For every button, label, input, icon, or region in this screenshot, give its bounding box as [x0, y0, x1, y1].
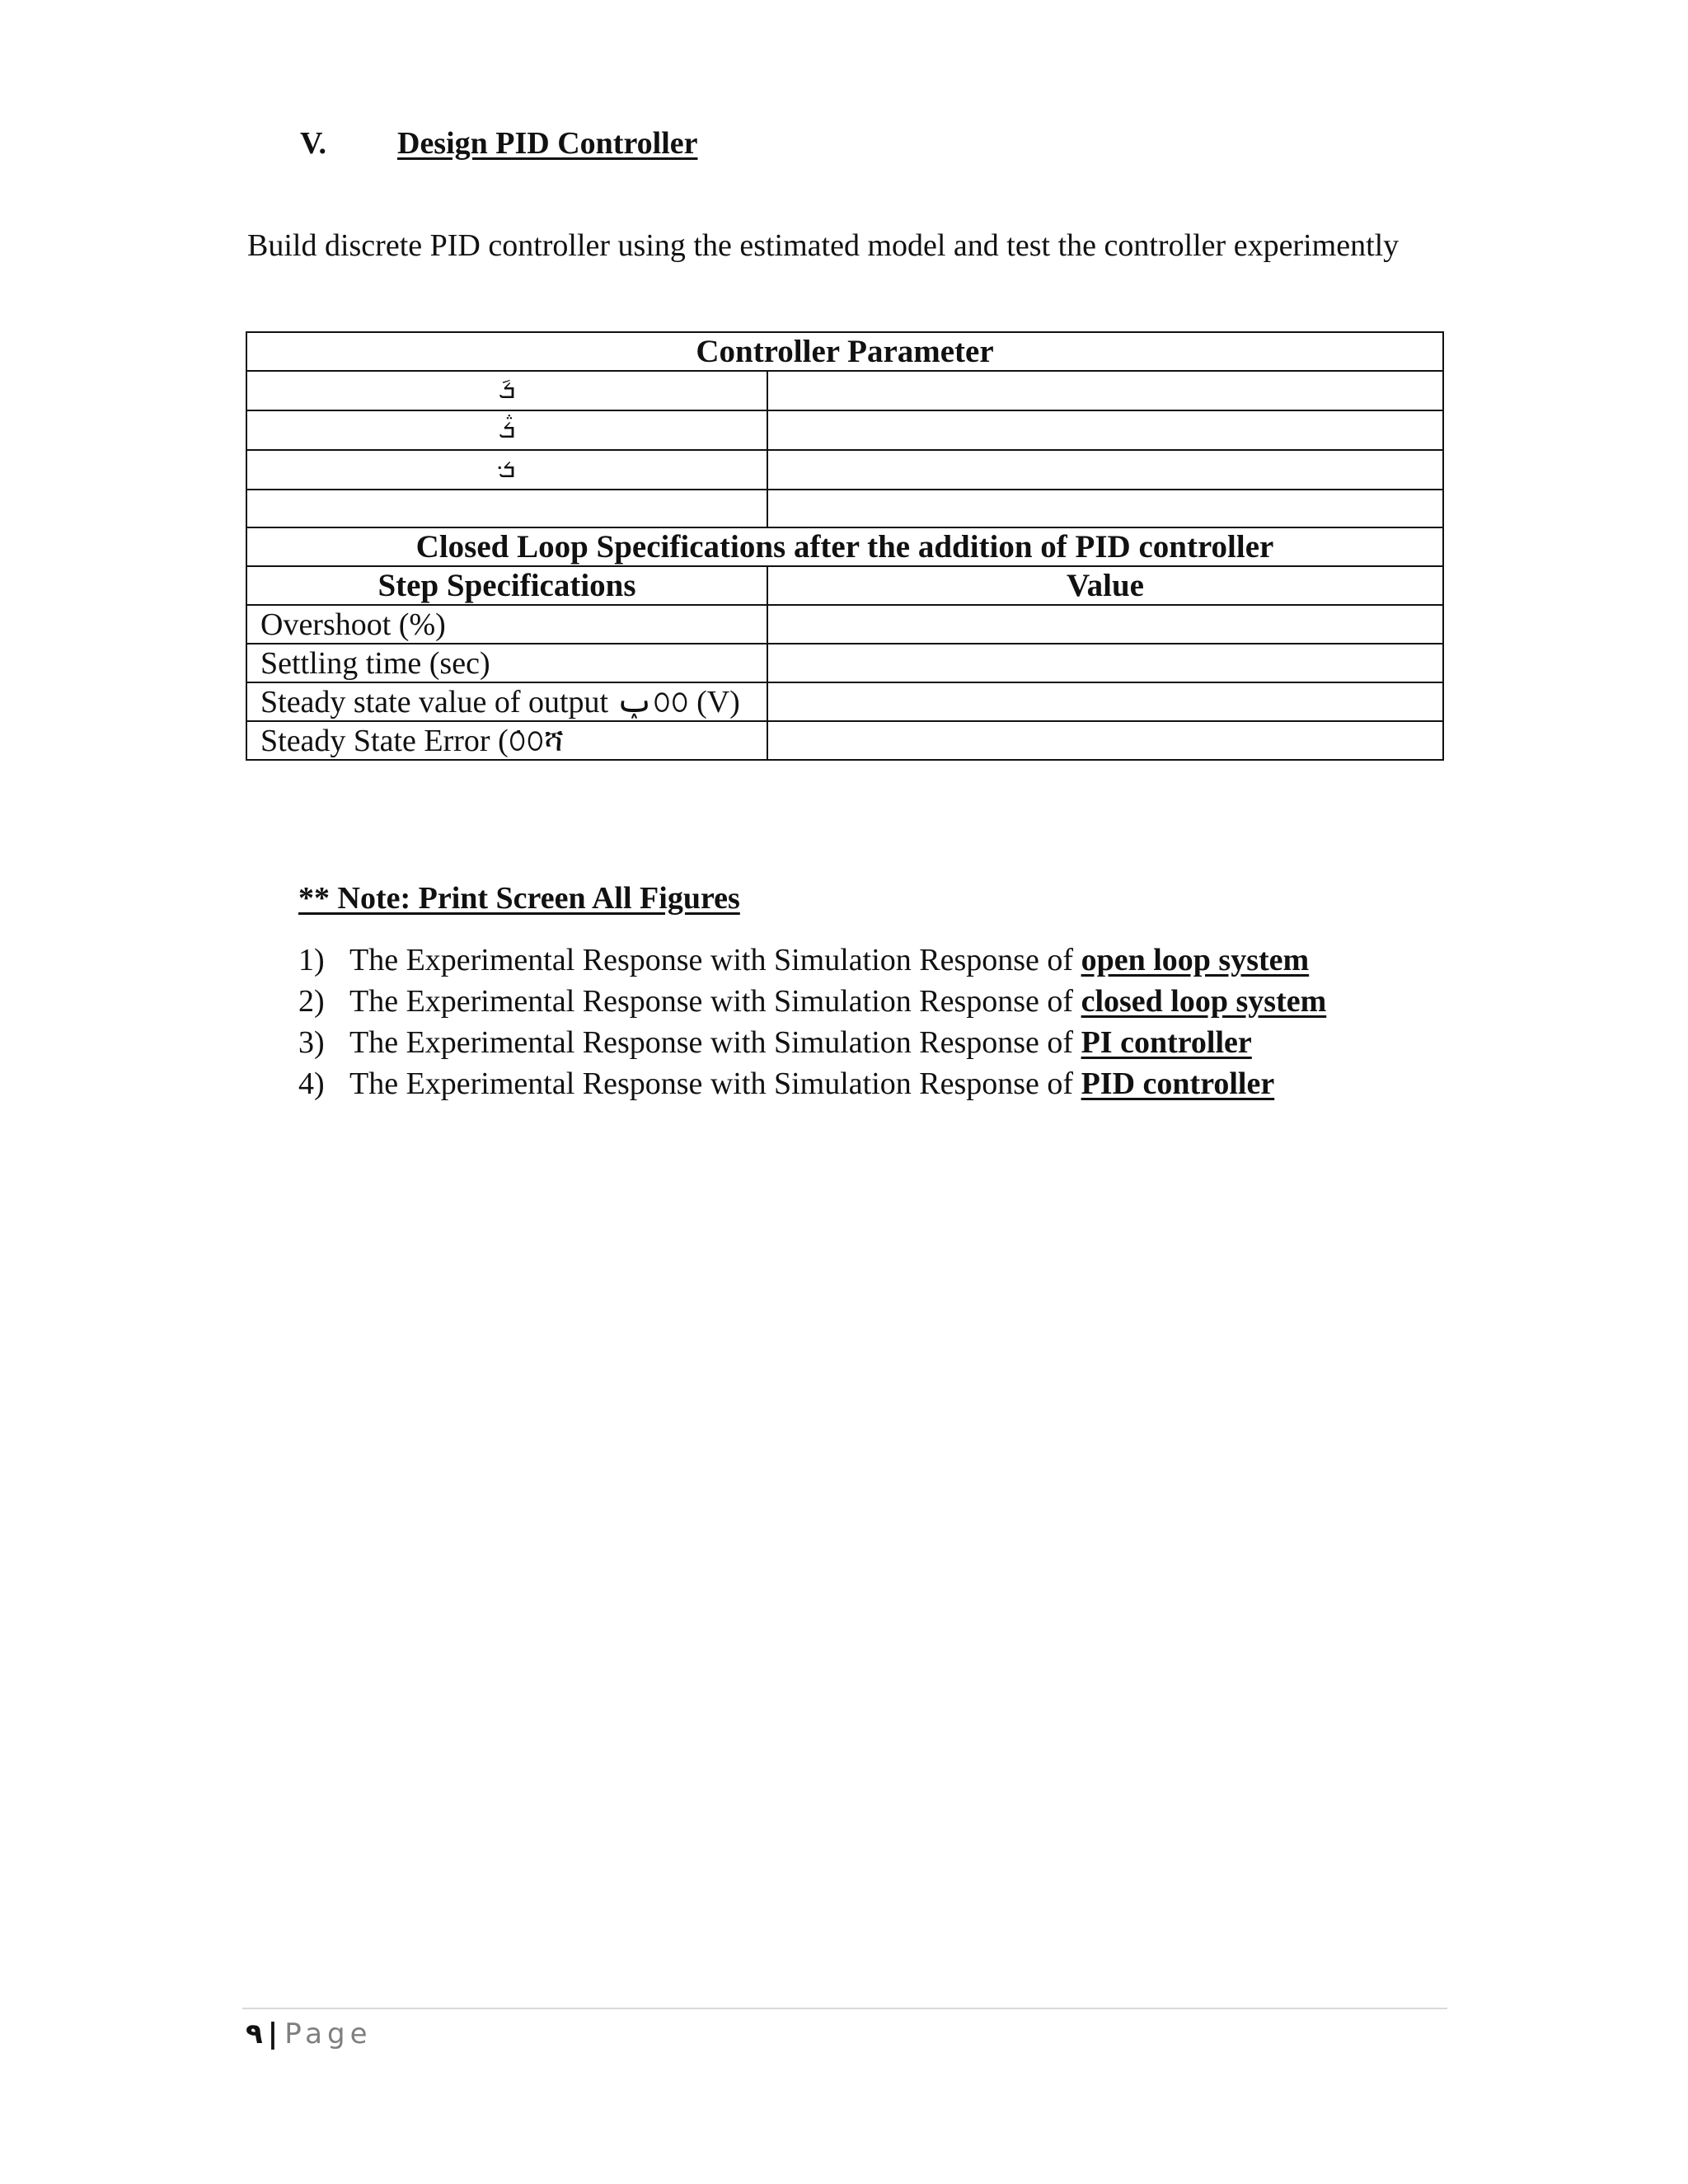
table-header-row [246, 527, 1443, 566]
list-item [298, 1063, 1326, 1104]
value-header: Value [767, 566, 1443, 605]
intro-paragraph: Build discrete PID controller using the estimated model and test the controller experimently [247, 228, 1400, 263]
steady-state-error-label: Steady State Error (݁௦௦ሻ [246, 721, 767, 760]
list-item [298, 981, 1326, 1022]
page-label: Page [284, 2018, 373, 2050]
table-row [246, 450, 1443, 490]
table-row [246, 682, 1443, 721]
list-item-emphasis: open loop system [1081, 943, 1310, 977]
table-row [246, 410, 1443, 450]
section-title: Design PID Controller [397, 126, 698, 161]
table-header-row [246, 566, 1443, 605]
list-item-text: The Experimental Response with Simulation Response of [349, 1025, 1081, 1060]
table-row [246, 644, 1443, 682]
list-item-emphasis: PI controller [1081, 1025, 1252, 1060]
blank-cell [246, 490, 767, 527]
param-kp-value [767, 371, 1443, 410]
table-row [246, 605, 1443, 644]
list-item-number: 2) [298, 984, 325, 1019]
list-item-number: 4) [298, 1066, 325, 1101]
list-item-emphasis: closed loop system [1081, 984, 1327, 1019]
list-item [298, 940, 1326, 981]
note-heading: ** Note: Print Screen All Figures [298, 881, 740, 916]
param-ki-value [767, 410, 1443, 450]
steady-state-error-value [767, 721, 1443, 760]
settling-time-value [767, 644, 1443, 682]
list-item-text: The Experimental Response with Simulation Response of [349, 1066, 1081, 1101]
settling-time-label: Settling time (sec) [246, 644, 767, 682]
steady-state-output-value [767, 682, 1443, 721]
param-kd-label: ܭ݀ [246, 450, 767, 490]
page-number: ٩ [246, 2018, 263, 2050]
list-item-number: 1) [298, 943, 325, 977]
list-item-text: The Experimental Response with Simulation Response of [349, 984, 1081, 1019]
figure-list [298, 940, 1326, 1104]
steady-state-output-label: Steady state value of output ݕ௦௦ (V) [246, 682, 767, 721]
step-specifications-header: Step Specifications [246, 566, 767, 605]
overshoot-label: Overshoot (%) [246, 605, 767, 644]
table-row [246, 490, 1443, 527]
controller-parameter-header: Controller Parameter [246, 332, 1443, 371]
list-item [298, 1022, 1326, 1063]
list-item-number: 3) [298, 1025, 325, 1060]
overshoot-value [767, 605, 1443, 644]
section-number: V. [300, 126, 327, 161]
table-header-row [246, 332, 1443, 371]
closed-loop-header: Closed Loop Specifications after the addition of PID controller [246, 527, 1443, 566]
table-row [246, 371, 1443, 410]
list-item-text: The Experimental Response with Simulation Response of [349, 943, 1081, 977]
page-footer [246, 2009, 373, 2059]
section-heading [300, 124, 698, 163]
footer-divider [242, 2008, 1447, 2009]
table-row [246, 721, 1443, 760]
param-kd-value [767, 450, 1443, 490]
controller-spec-table [246, 331, 1444, 761]
blank-cell [767, 490, 1443, 527]
footer-separator: | [267, 2018, 279, 2050]
param-ki-label: ܭ݅ [246, 410, 767, 450]
param-kp-label: ݇ܭ [246, 371, 767, 410]
list-item-emphasis: PID controller [1081, 1066, 1275, 1101]
